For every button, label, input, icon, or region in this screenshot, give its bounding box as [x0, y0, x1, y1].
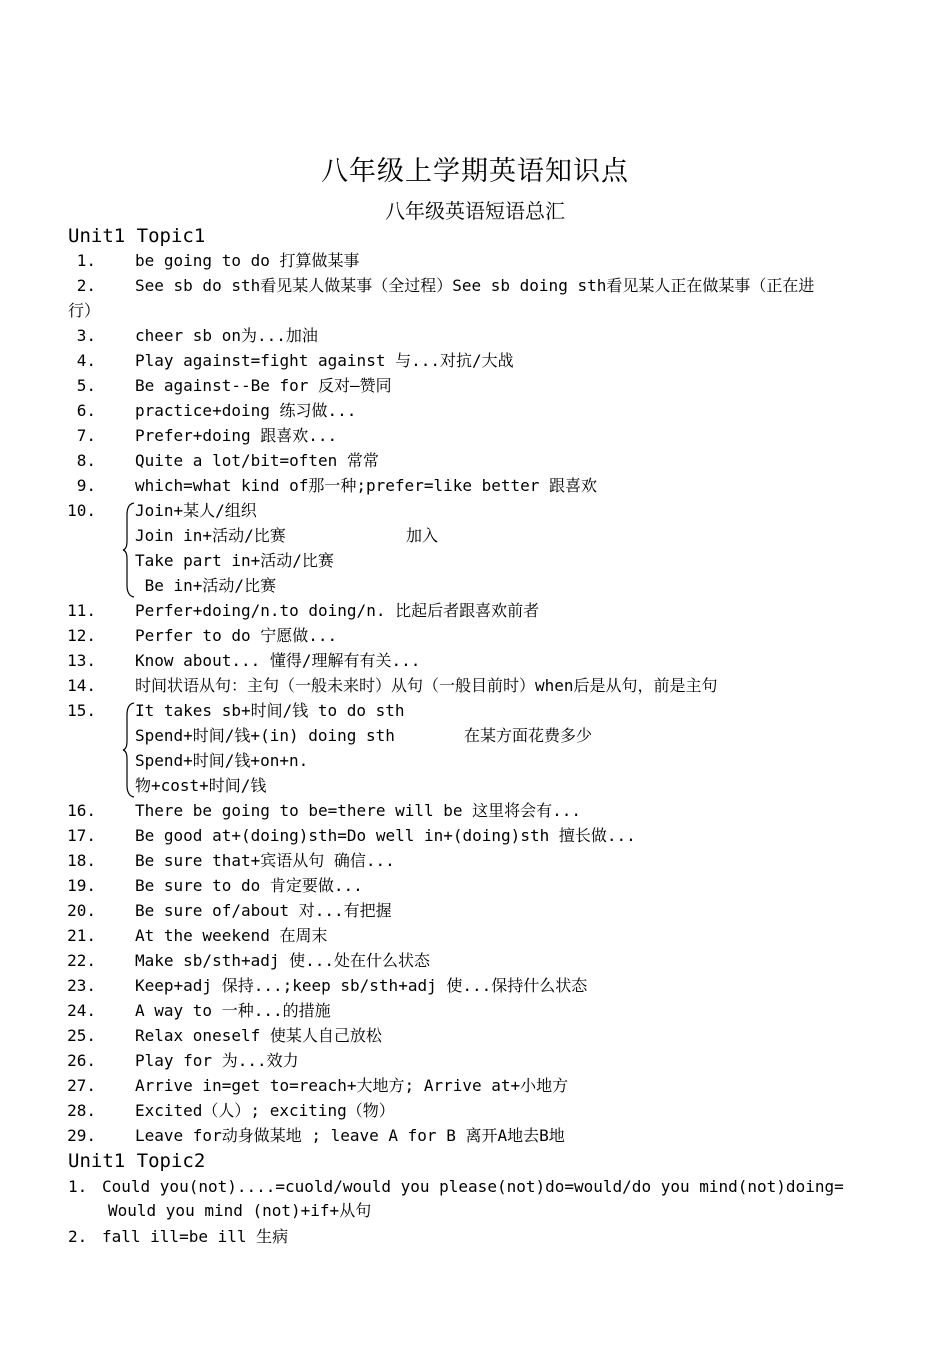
section-heading-unit1-topic1: Unit1 Topic1: [68, 225, 206, 247]
brace-line: Spend+时间/钱+(in) doing sth: [135, 726, 395, 745]
list-item-number: 1.: [68, 1177, 88, 1196]
page-subtitle: 八年级英语短语总汇: [385, 199, 565, 223]
list-item-continuation: Would you mind (not)+if+从句: [108, 1201, 372, 1220]
brace-note: 加入: [406, 526, 439, 545]
document-page: 八年级上学期英语知识点 八年级英语短语总汇 Unit1 Topic1 1. be going to do 打算做某事 2. See sb do sth看见某人做某事（全过程）See sb doing sth看见某人正在做某事（正在进 行） 3. cheer sb on为...加油 4. Play against=fight against 与...对抗/大战 5. Be against--Be for 反对—赞同 6. practice+doing 练习做... 7. Prefer+doing 跟喜欢... 8. Quite a lot/bit=often 常常 9. which=what kind of那一种;prefer=like better 跟喜欢 10. Join+某人/组织 Join in+活动/比赛 Take part in+活动/比赛 Be in+活动/比赛 加入 11. Perfer+doing/n.to doing/n. 比起后者跟喜欢前者 12. Perfer to do 宁愿做... 13. Know about... 懂得/理解有有关... 14. 时间状语从句：主句（一般未来时）从句（一般目前时）when后是从句，前是主句 15. It takes sb+时间/钱 to do sth Spend+时间/钱+(in) doing sth Spend+时间/钱+on+n. 物+cost+时间/钱 在某方面花费多少 16. There be going to be=there will be 这里将会有... 17. Be good at+(doing)sth=Do well in+(doing)sth 擅长做... 18. Be sure that+宾语从句 确信... 19. Be sure to do 肯定要做... 20. Be sure of/about 对...有把握 21. At the weekend 在周末 22. Make sb/sth+adj 使...处在什么状态 23. Keep+adj 保持...;keep sb/sth+adj 使...保持什么状态 24. A way to 一种...的措施 25. Relax oneself 使某人自己放松 26. Play for 为...效力 27. Arrive in=get to=reach+大地方; Arrive at+小地方 28. Excited（人）; exciting（物） 29. Leave for动身做某地 ; leave A for B 离开A地去B地 Unit1 Topic2 1. Could you(not)....=cuold/would you please(not)do=would/do you mind(not)doing= Would you mind (not)+if+从句 2. fall ill=be ill 生病: [0, 0, 950, 1346]
brace-line: Join+某人/组织: [135, 501, 257, 520]
brace-line: Take part in+活动/比赛: [135, 551, 334, 570]
brace-15: [122, 701, 136, 799]
list-item: Could you(not)....=cuold/would you please(not)do=would/do you mind(not)doing=: [102, 1177, 844, 1196]
section-heading-unit1-topic2: Unit1 Topic2: [68, 1150, 206, 1172]
list-item-number: 2.: [68, 1227, 88, 1246]
brace-line: It takes sb+时间/钱 to do sth: [135, 701, 405, 720]
brace-line: Be in+活动/比赛: [135, 576, 277, 595]
list-item-continuation: 行）: [68, 301, 101, 320]
brace-line: Spend+时间/钱+on+n.: [135, 751, 309, 770]
page-title: 八年级上学期英语知识点: [321, 156, 629, 187]
brace-10: [122, 501, 136, 599]
list-item: fall ill=be ill 生病: [102, 1227, 289, 1246]
brace-note: 在某方面花费多少: [464, 726, 593, 745]
brace-line: 物+cost+时间/钱: [135, 776, 267, 795]
brace-line: Join in+活动/比赛: [135, 526, 286, 545]
